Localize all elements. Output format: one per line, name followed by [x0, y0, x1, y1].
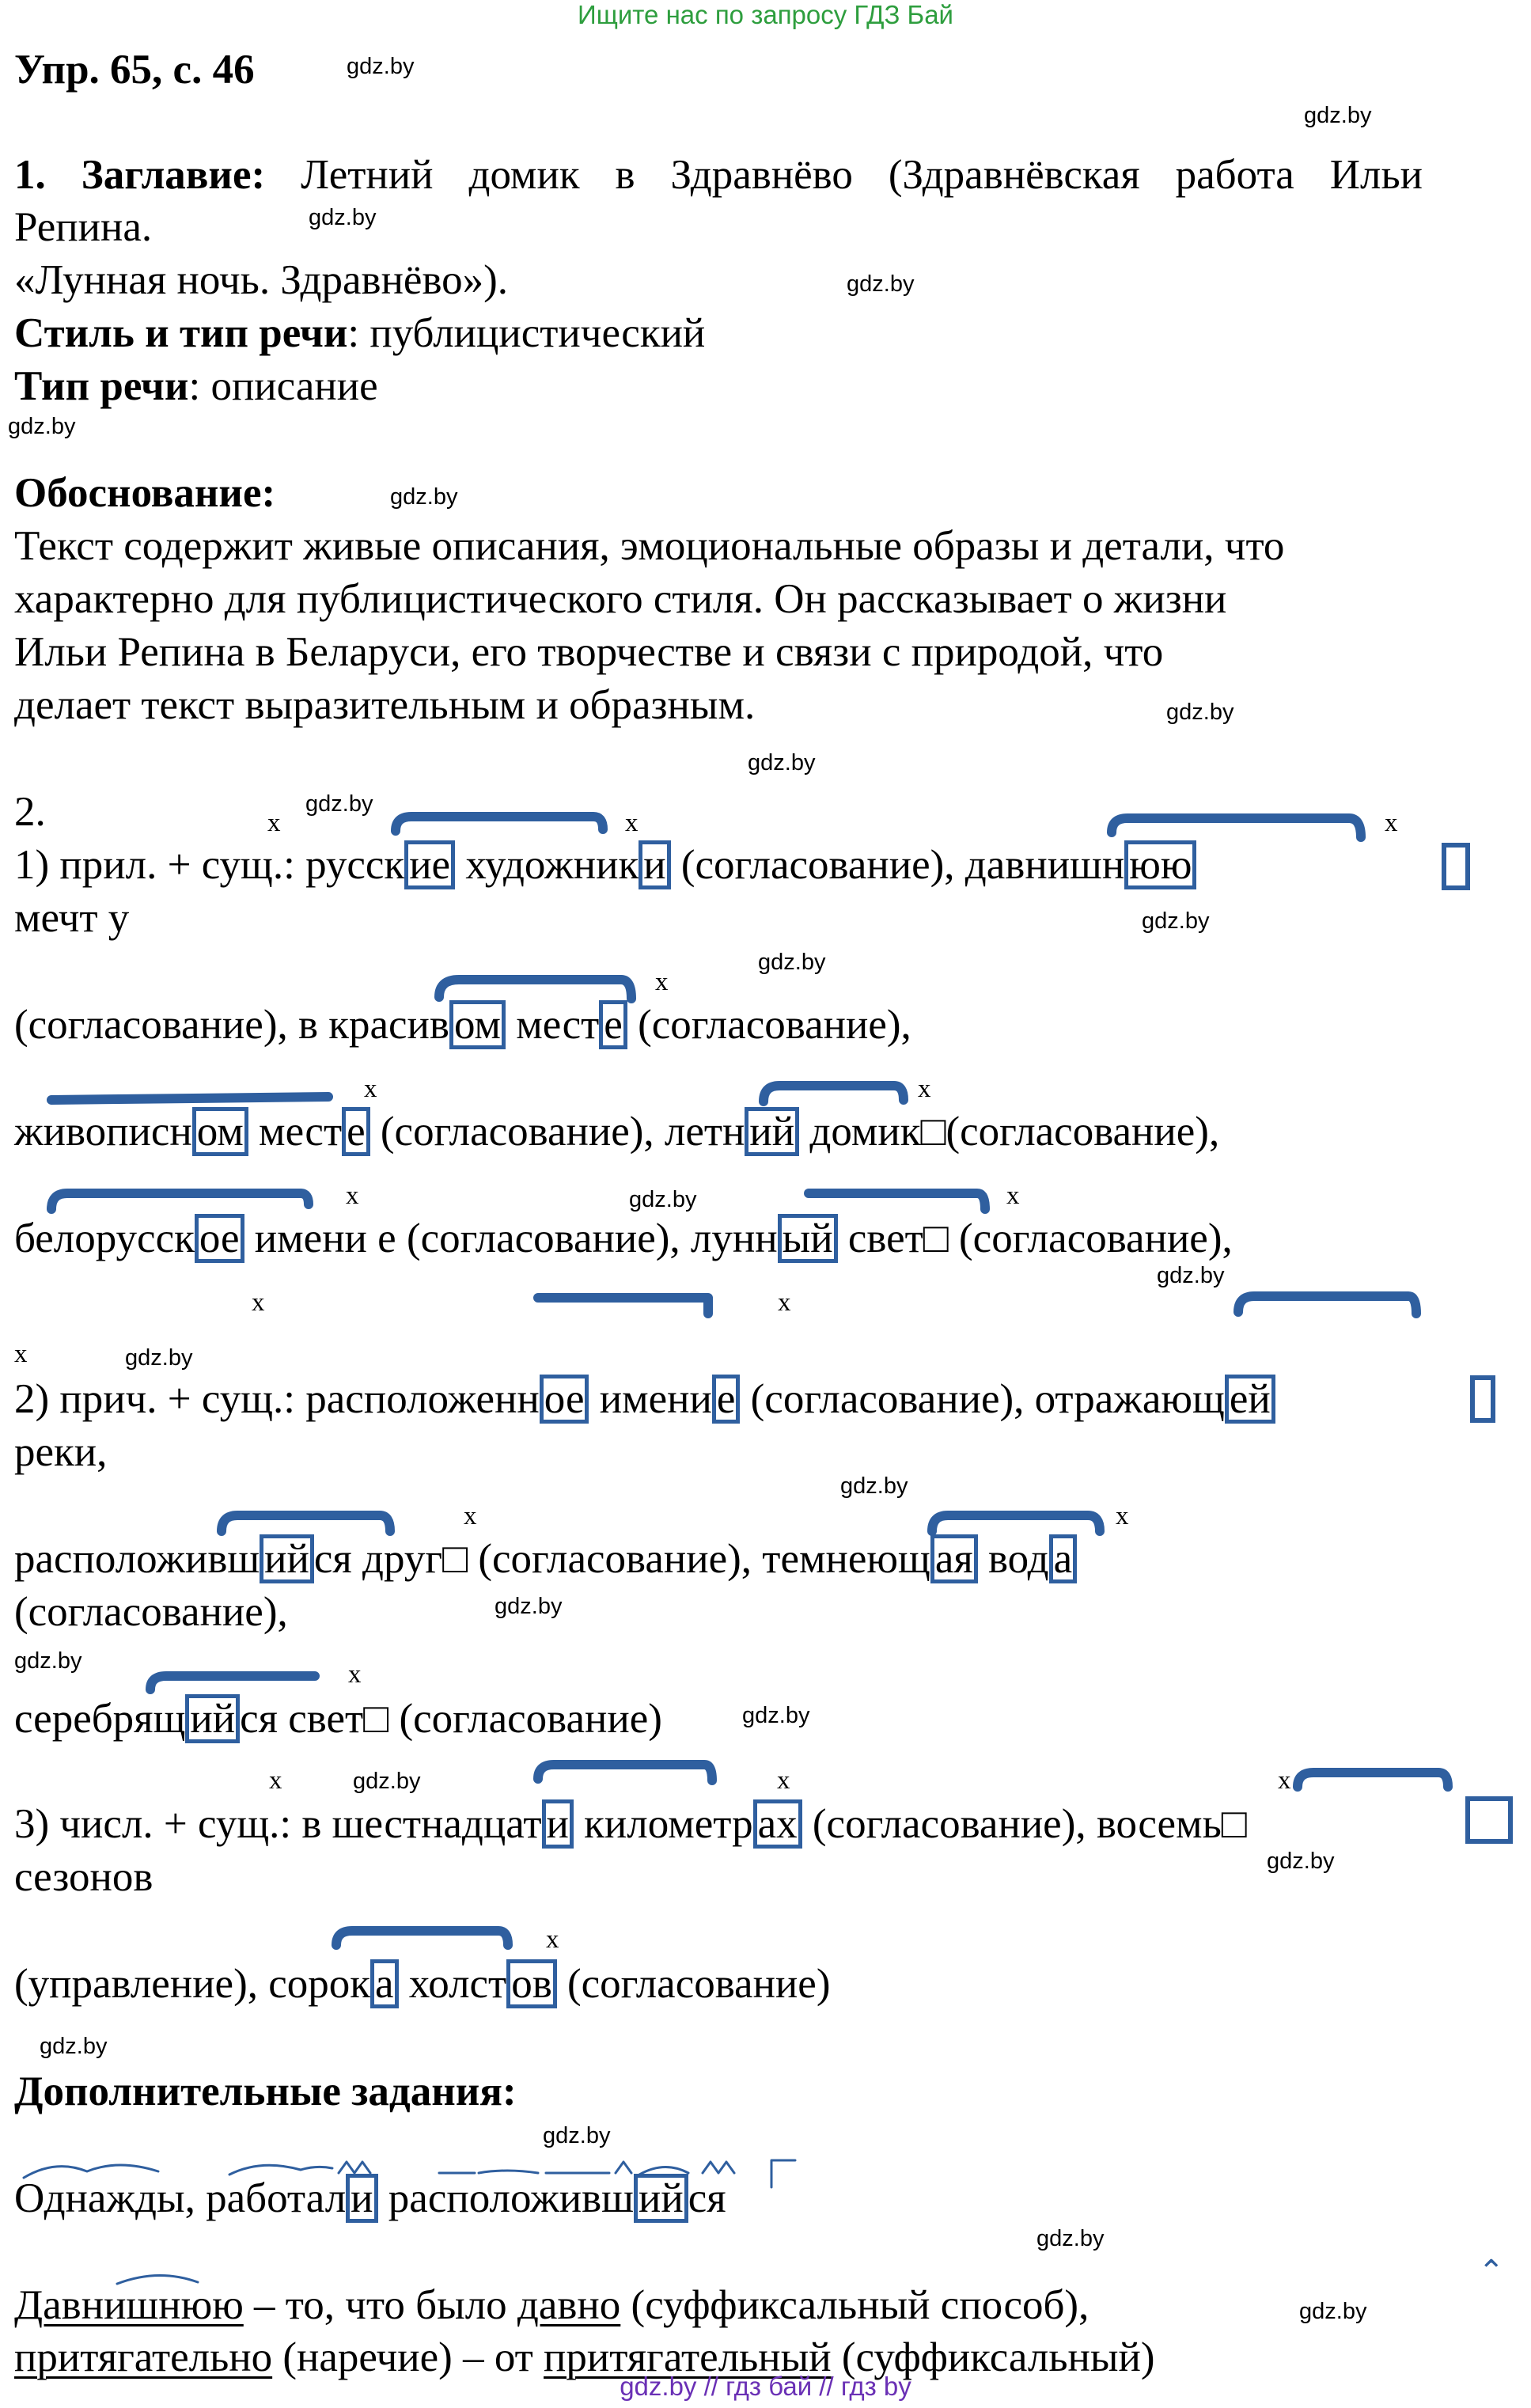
x-mark: x [1385, 809, 1398, 837]
root-arc [24, 2165, 158, 2178]
watermark: gdz.by [1036, 2226, 1105, 2251]
x-mark: x [464, 1502, 477, 1530]
watermark: gdz.by [14, 1648, 82, 1674]
ending-box: ий [185, 1694, 240, 1743]
phrase-text: расположивш [377, 2175, 634, 2221]
phrase-text: (согласование), [627, 1002, 911, 1048]
watermark: gdz.by [748, 750, 816, 775]
ending-box: а [1049, 1534, 1078, 1583]
phrase-text: километр [573, 1801, 753, 1847]
watermark: gdz.by [1299, 2299, 1367, 2324]
source-word: притягательный [544, 2334, 832, 2380]
x-mark: x [777, 1766, 790, 1795]
phrase-line: (согласование), [14, 1589, 288, 1635]
x-mark: x [267, 809, 281, 837]
phrase-text: (согласование) [556, 1961, 831, 2007]
reason-line: Ильи Репина в Беларуси, его творчестве и связи с природой, что [14, 629, 1164, 675]
phrase-text: белорусск [14, 1215, 195, 1261]
derived-word: притягательно [14, 2334, 273, 2380]
main-word-arc [1238, 1296, 1416, 1314]
style-label: Стиль и тип речи [14, 310, 348, 356]
watermark: gdz.by [742, 1703, 810, 1728]
watermark: gdz.by [1157, 1263, 1225, 1288]
phrase-text: художник [455, 842, 639, 888]
part2-label: 2. [14, 789, 46, 835]
main-word-arc [150, 1676, 315, 1689]
phrase-text: расположивш [14, 1536, 260, 1582]
phrase-text: холст [398, 1961, 507, 2007]
phrase-text: серебрящ [14, 1696, 186, 1742]
watermark: gdz.by [1304, 103, 1372, 128]
x-mark: x [346, 1181, 359, 1210]
type-value: : описание [188, 363, 378, 409]
type-label: Тип речи [14, 363, 189, 409]
ending-bracket [771, 2160, 795, 2187]
suffix-caret [339, 2162, 370, 2173]
main-word-arc [51, 1097, 328, 1100]
main-word-arc [396, 817, 603, 831]
phrase-line: мечт у [14, 895, 130, 941]
extra-label: Дополнительные задания: [14, 2069, 517, 2114]
reason-line: характерно для публицистического стиля. Он рассказывает о жизни [14, 576, 1227, 622]
ending-box: и [639, 840, 670, 889]
phrase-text: (суффиксальный способ), [620, 2282, 1090, 2328]
ending-box: ий [260, 1534, 314, 1583]
x-mark: x [918, 1075, 931, 1103]
phrase-text: 1) прил. + сущ.: русск [14, 842, 405, 888]
watermark: gdz.by [8, 414, 76, 439]
root-arc [117, 2275, 198, 2284]
phrase-text: живописн [14, 1109, 192, 1155]
scroll-top-icon[interactable]: ⌃ [1478, 2254, 1505, 2290]
x-mark: x [14, 1340, 28, 1368]
style-value: : публицистический [347, 310, 706, 356]
ending-box: ом [192, 1107, 248, 1156]
ending-box: ая [930, 1534, 978, 1583]
ending-box: юю [1124, 840, 1196, 889]
phrase-text: имени [589, 1376, 712, 1422]
phrase-text: мест [248, 1109, 343, 1155]
phrase-text: домик□(согласование), [799, 1109, 1220, 1155]
derived-word: Давнишнюю [14, 2282, 244, 2328]
ending-box: е [712, 1375, 741, 1424]
phrase-text: 3) числ. + сущ.: в шестнадцат [14, 1801, 542, 1847]
ending-box: ие [404, 840, 455, 889]
phrase-line: реки, [14, 1429, 108, 1475]
x-mark: x [655, 968, 669, 996]
watermark: gdz.by [40, 2034, 108, 2059]
phrase-text: вод [977, 1536, 1049, 1582]
x-mark: x [348, 1660, 362, 1689]
phrase-text: Однажды, работал [14, 2175, 347, 2221]
ending-box: е [599, 1000, 627, 1049]
main-word-arc [932, 1515, 1100, 1531]
ending-box: ах [753, 1799, 802, 1849]
ending-box: ое [540, 1375, 589, 1424]
watermark: gdz.by [1142, 908, 1210, 934]
ending-box: а [370, 1959, 399, 2008]
ending-box: ей [1225, 1375, 1275, 1424]
watermark: gdz.by [495, 1594, 563, 1619]
watermark: gdz.by [629, 1187, 697, 1212]
ending-box: и [542, 1799, 574, 1849]
exercise-heading: Упр. 65, с. 46 [14, 47, 255, 93]
phrase-text: (суффиксальный) [831, 2334, 1155, 2380]
watermark: gdz.by [347, 54, 415, 79]
main-word-arc [809, 1193, 985, 1209]
reason-line: Текст содержит живые описания, эмоциональные образы и детали, что [14, 523, 1285, 569]
x-mark: x [364, 1075, 377, 1103]
phrase-text: ся свет□ (согласование) [240, 1696, 662, 1742]
main-word-arc [51, 1193, 309, 1209]
main-word-arc [538, 1765, 712, 1780]
phrase-text: мест [505, 1002, 600, 1048]
main-word-arc [1298, 1773, 1448, 1787]
phrase-text: имени е (согласование), лунн [244, 1215, 778, 1261]
suffix-arc [229, 2165, 332, 2175]
footer-links[interactable]: gdz.by // гдз бай // гдз by [620, 2372, 911, 2401]
x-mark: x [1006, 1181, 1020, 1210]
watermark: gdz.by [309, 205, 377, 230]
watermark: gdz.by [543, 2123, 611, 2148]
ending-box: ов [506, 1959, 557, 2008]
ending-box: ое [195, 1214, 244, 1263]
ending-box: ый [778, 1214, 838, 1263]
watermark: gdz.by [758, 950, 826, 975]
watermark: gdz.by [1267, 1849, 1335, 1874]
phrase-text: – то, что было [243, 2282, 517, 2328]
x-mark: x [625, 809, 639, 837]
phrase-text: (управление), сорок [14, 1961, 371, 2007]
suffix-caret [703, 2162, 734, 2173]
prefix-mark [439, 2171, 609, 2173]
main-word-arc [336, 1931, 508, 1945]
main-word-arc [222, 1515, 390, 1531]
watermark: gdz.by [353, 1769, 421, 1794]
ending-box: ом [449, 1000, 506, 1049]
watermark: gdz.by [125, 1345, 193, 1371]
x-mark: x [1116, 1502, 1129, 1530]
title-label: 1. Заглавие: [14, 152, 266, 198]
phrase-text: (согласование), в красив [14, 1002, 449, 1048]
phrase-text: (согласование), восемь□ [802, 1801, 1247, 1847]
phrase-text: (согласование), давнишн [670, 842, 1125, 888]
title-line-3: «Лунная ночь. Здравнёво»). [14, 257, 509, 303]
x-mark: x [269, 1766, 282, 1795]
phrase-text: (согласование), летн [369, 1109, 745, 1155]
watermark: gdz.by [390, 484, 458, 510]
main-word-arc [439, 980, 631, 999]
title-line-2: Репина. [14, 204, 153, 250]
ending-box: ий [634, 2174, 688, 2223]
watermark: gdz.by [305, 791, 373, 817]
ending-box: и [346, 2174, 377, 2223]
phrase-text: (согласование), отражающ [740, 1376, 1225, 1422]
top-banner[interactable]: Ищите нас по запросу ГДЗ Бай [578, 0, 953, 29]
suffix-caret [616, 2162, 688, 2175]
main-word-arc [538, 1298, 708, 1314]
title-text: Летний домик в Здравнёво (Здравнёвская работа Ильи [301, 152, 1423, 198]
source-word: давно [517, 2282, 621, 2328]
reason-label: Обоснование: [14, 470, 276, 516]
phrase-text: (наречие) – от [272, 2334, 544, 2380]
main-word-arc [764, 1086, 904, 1102]
watermark: gdz.by [847, 271, 915, 297]
main-word-arc [1112, 818, 1361, 837]
phrase-text: ся [688, 2175, 726, 2221]
phrase-text: свет□ (согласование), [837, 1215, 1233, 1261]
watermark: gdz.by [1166, 700, 1234, 725]
watermark: gdz.by [840, 1473, 908, 1499]
phrase-line: сезонов [14, 1854, 153, 1900]
reason-line: делает текст выразительным и образным. [14, 682, 756, 728]
x-mark: x [1278, 1766, 1291, 1795]
phrase-text: 2) прич. + сущ.: расположенн [14, 1376, 540, 1422]
x-mark: x [546, 1925, 559, 1954]
phrase-text: ся друг□ (согласование), темнеющ [313, 1536, 930, 1582]
ending-box: е [342, 1107, 370, 1156]
ending-box: ий [745, 1107, 799, 1156]
x-mark: x [778, 1288, 791, 1317]
x-mark: x [252, 1288, 265, 1317]
